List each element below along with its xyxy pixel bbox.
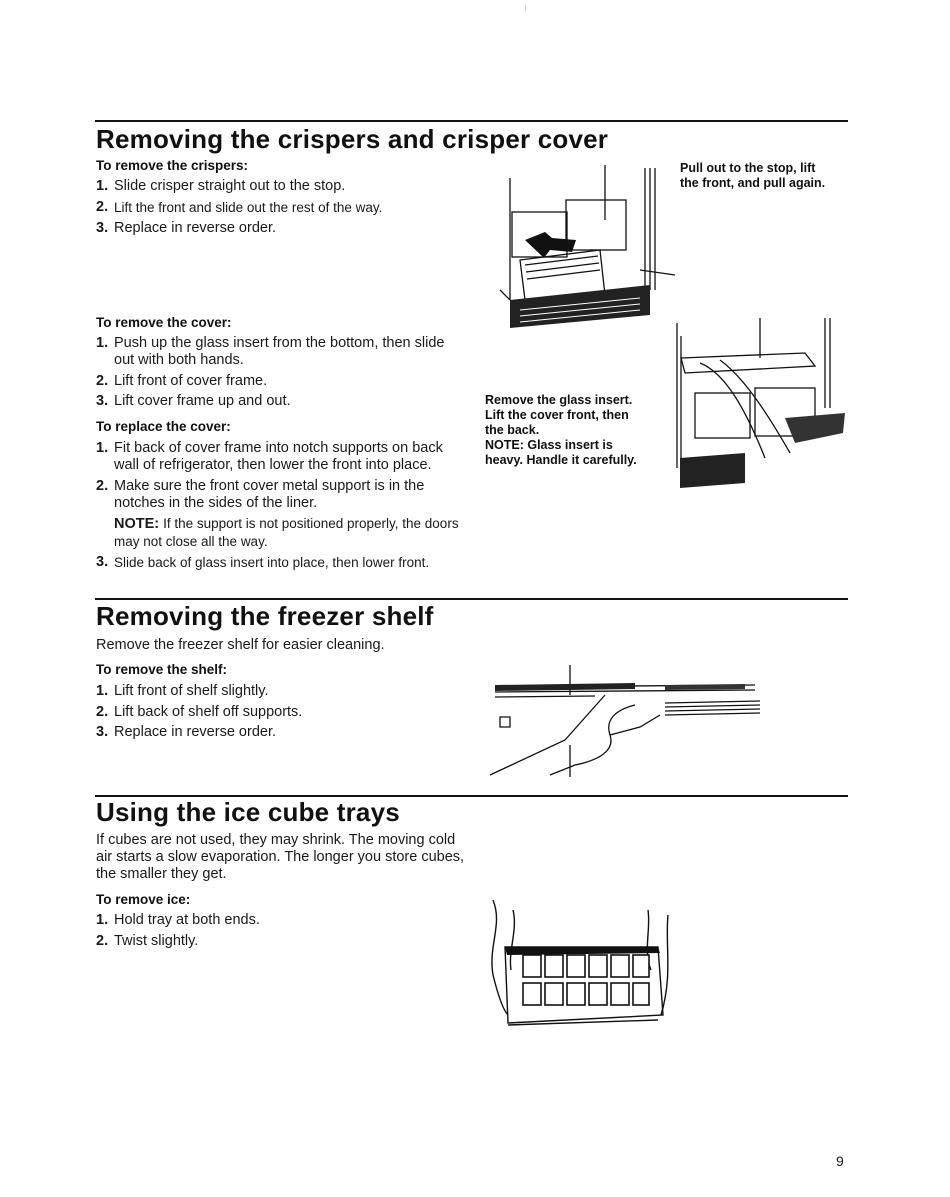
list-item (96, 912, 436, 929)
step-number: 1. (96, 912, 109, 928)
step-number: 2. (96, 198, 109, 215)
cover-illustration (665, 318, 850, 493)
replace-cover-steps (96, 440, 466, 576)
step-number: 1. (96, 683, 109, 699)
caption-cover (485, 393, 665, 468)
tray-rim-shading (505, 947, 660, 955)
caption-crisper (680, 161, 850, 191)
list-item (96, 199, 436, 217)
step-number: 1. (96, 178, 109, 194)
shelf-edge-shading (495, 683, 635, 691)
step-number: 3. (96, 554, 109, 570)
step-number: 2. (96, 703, 109, 720)
subheading-remove-crispers: To remove the crispers: (96, 158, 249, 173)
list-item (96, 724, 436, 741)
shelf-edge-shading (665, 684, 745, 690)
step-text: Twist slightly. (114, 932, 199, 949)
step-text: Lift cover frame up and out. (114, 393, 291, 409)
section-title-crispers: Removing the crispers and crisper cover (96, 124, 609, 154)
step-text: Replace in reverse order. (114, 220, 276, 236)
step-text: Lift back of shelf off supports. (114, 703, 303, 720)
step-number: 1. (96, 440, 109, 456)
page-number: 9 (836, 1153, 844, 1169)
caption-line: Pull out to the stop, lift (680, 161, 816, 175)
step-number: 1. (96, 335, 109, 351)
subheading-remove-shelf: To remove the shelf: (96, 662, 228, 677)
step-number: 3. (96, 220, 109, 236)
list-item (96, 220, 436, 237)
step-text: Fit back of cover frame into notch supports on back wall of refrigerator, then lower the front into place. (114, 440, 443, 473)
crisper-illustration (480, 160, 680, 330)
scan-mark (525, 5, 526, 11)
section-title-freezer: Removing the freezer shelf (96, 601, 434, 631)
note-text: If the support is not positioned properly, the doors may not close all the way. (114, 515, 459, 549)
list-item (96, 704, 436, 721)
cover-frame-shading (785, 413, 845, 443)
caption-line: heavy. Handle it carefully. (485, 453, 637, 467)
step-text: Push up the glass insert from the bottom, then slide out with both hands. (114, 335, 445, 368)
step-number: 3. (96, 724, 109, 740)
caption-line: NOTE: Glass insert is (485, 438, 613, 452)
list-item (96, 178, 436, 195)
caption-line: the back. (485, 423, 540, 437)
section-rule-freezer (95, 598, 848, 600)
subheading-remove-cover: To remove the cover: (96, 315, 232, 330)
remove-shelf-steps (96, 683, 436, 745)
list-item (96, 373, 466, 390)
cover-base-shading (680, 453, 745, 488)
list-item (96, 393, 466, 410)
caption-line: Remove the glass insert. (485, 393, 633, 407)
note-label: NOTE: (114, 515, 160, 532)
step-number: 2. (96, 372, 109, 389)
remove-crispers-steps (96, 178, 436, 241)
step-number: 3. (96, 393, 109, 409)
caption-line: Lift the cover front, then (485, 408, 629, 422)
step-text: Lift front of shelf slightly. (114, 683, 269, 699)
ice-intro: If cubes are not used, they may shrink. The moving cold air starts a slow evaporation. The longer you store cubes, the smaller they get. (96, 832, 465, 882)
freezer-shelf-illustration (485, 665, 765, 780)
caption-line: the front, and pull again. (680, 176, 826, 190)
step-text: Lift front of cover frame. (114, 372, 268, 389)
step-text: Replace in reverse order. (114, 724, 276, 740)
step-number: 2. (96, 932, 109, 949)
section-title-ice: Using the ice cube trays (96, 797, 400, 827)
list-item (96, 554, 466, 572)
list-item (96, 683, 436, 700)
step-text: Lift the front and slide out the rest of the way. (114, 199, 383, 215)
list-item (96, 335, 466, 369)
subheading-remove-ice: To remove ice: (96, 892, 191, 907)
freezer-intro: Remove the freezer shelf for easier cleaning. (96, 637, 385, 653)
remove-ice-steps (96, 912, 436, 953)
note (114, 515, 466, 551)
step-text: Slide back of glass insert into place, then lower front. (114, 555, 430, 570)
list-item (96, 478, 466, 551)
remove-cover-steps (96, 335, 466, 414)
section-rule-crispers (95, 120, 848, 122)
crisper-base-shading (510, 285, 650, 328)
step-number: 2. (96, 477, 109, 494)
list-item (96, 440, 466, 474)
subheading-replace-cover: To replace the cover: (96, 419, 231, 434)
step-text: Slide crisper straight out to the stop. (114, 178, 346, 194)
step-text: Hold tray at both ends. (114, 912, 260, 928)
step-text: Make sure the front cover metal support is in the notches in the sides of the liner. (114, 477, 425, 511)
ice-tray-illustration (483, 895, 683, 1030)
list-item (96, 933, 436, 950)
ice-cube-grid (523, 955, 649, 1005)
